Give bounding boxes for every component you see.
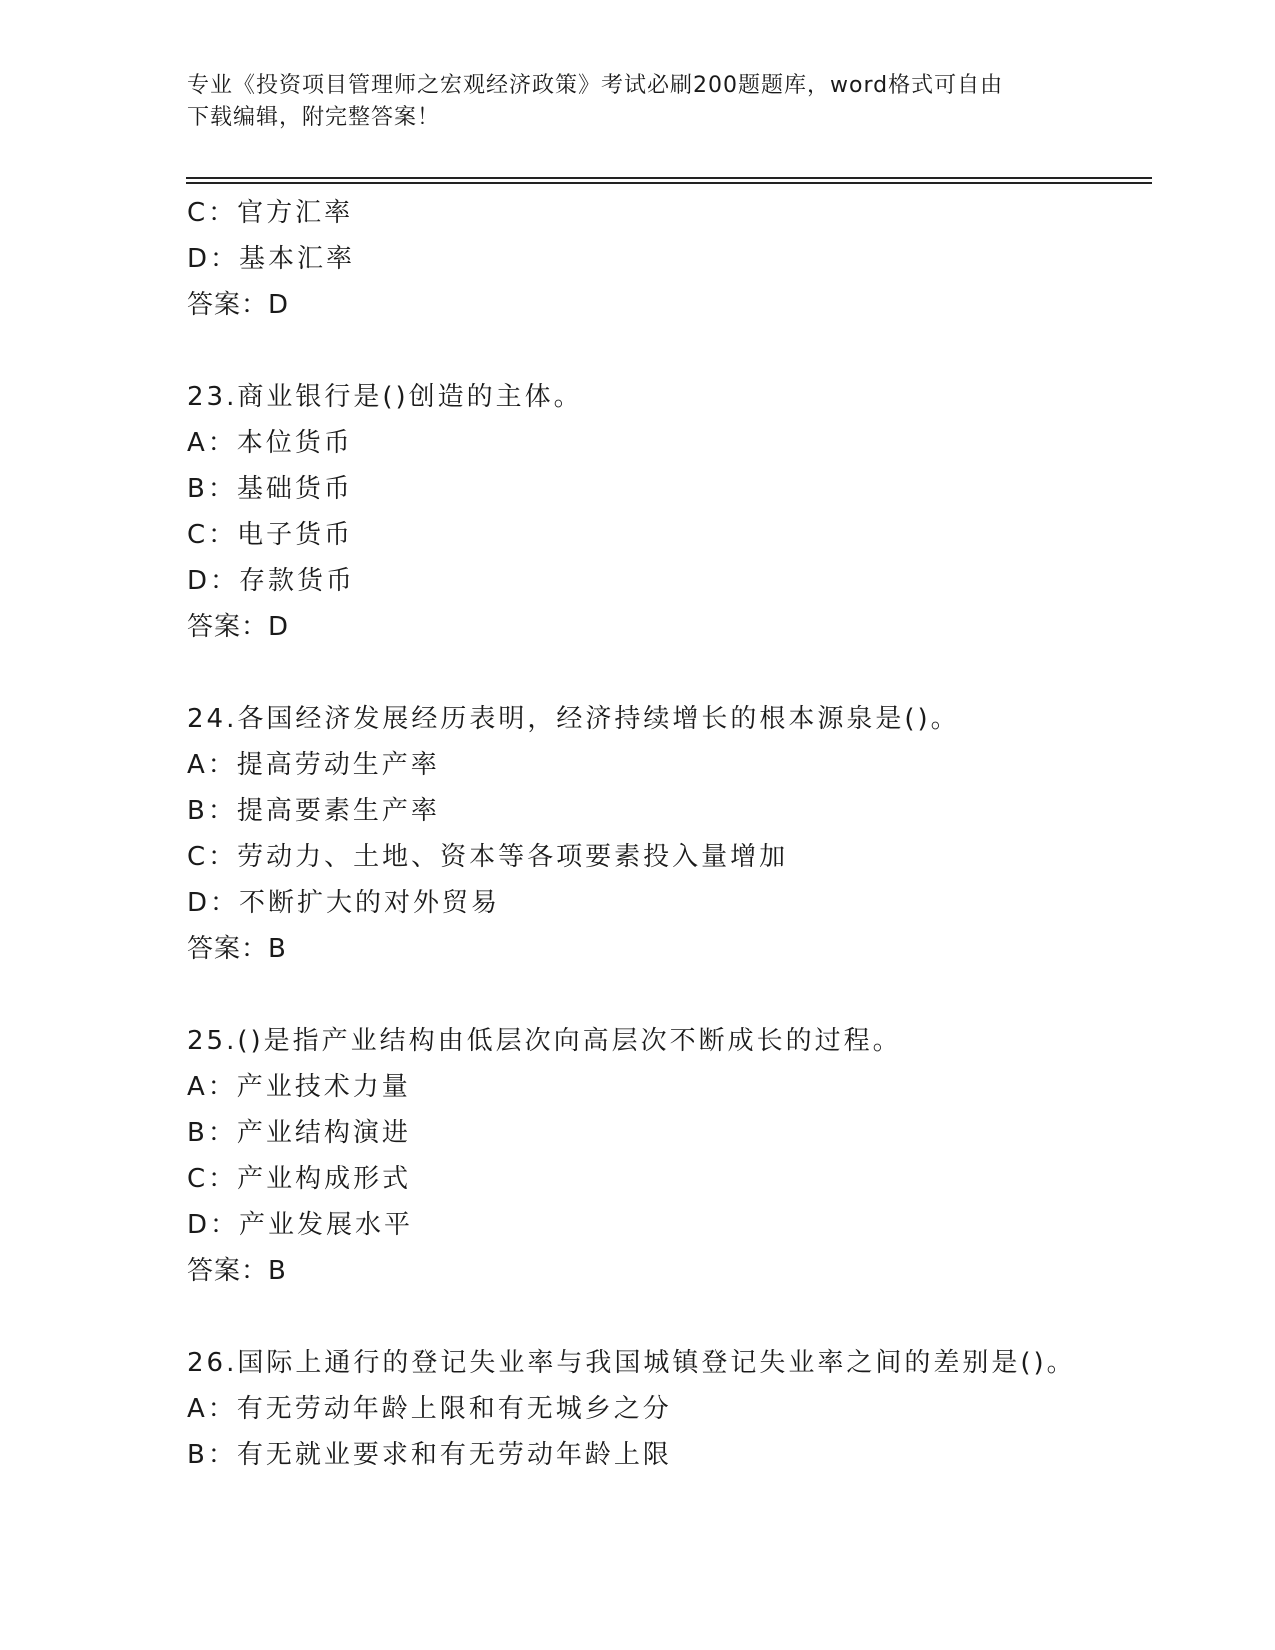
option-b: B：提高要素生产率 [187, 796, 440, 826]
question-list [187, 190, 1187, 1478]
header-divider-bottom [186, 182, 1152, 184]
question-22-tail [187, 190, 1187, 328]
option-a: A：本位货币 [187, 428, 353, 458]
option-d: D：基本汇率 [187, 244, 356, 274]
spacer [187, 650, 1187, 696]
question-text: 26.国际上通行的登记失业率与我国城镇登记失业率之间的差别是()。 [187, 1348, 1076, 1378]
option-c: C：劳动力、土地、资本等各项要素投入量增加 [187, 842, 789, 872]
option-d: D：存款货币 [187, 566, 356, 596]
question-26 [187, 1340, 1187, 1478]
option-a: A：产业技术力量 [187, 1072, 411, 1102]
question-25 [187, 1018, 1187, 1294]
option-b: B：有无就业要求和有无劳动年龄上限 [187, 1440, 672, 1470]
answer: 答案：D [187, 612, 290, 642]
question-24 [187, 696, 1187, 972]
spacer [187, 328, 1187, 374]
option-d: D：不断扩大的对外贸易 [187, 888, 501, 918]
question-text: 25.()是指产业结构由低层次向高层次不断成长的过程。 [187, 1026, 902, 1056]
header-line-1: 专业《投资项目管理师之宏观经济政策》考试必刷200题题库，word格式可自由 [187, 73, 1004, 98]
document-header [187, 70, 1087, 134]
spacer [187, 1294, 1187, 1340]
option-b: B：基础货币 [187, 474, 353, 504]
option-c: C：官方汇率 [187, 198, 354, 228]
answer: 答案：B [187, 1256, 287, 1286]
spacer [187, 972, 1187, 1018]
header-line-2: 下载编辑，附完整答案！ [187, 105, 441, 130]
question-text: 24.各国经济发展经历表明，经济持续增长的根本源泉是()。 [187, 704, 960, 734]
option-a: A：提高劳动生产率 [187, 750, 440, 780]
option-b: B：产业结构演进 [187, 1118, 411, 1148]
question-23 [187, 374, 1187, 650]
question-text: 23.商业银行是()创造的主体。 [187, 382, 583, 412]
option-d: D：产业发展水平 [187, 1210, 414, 1240]
option-c: C：产业构成形式 [187, 1164, 412, 1194]
option-c: C：电子货币 [187, 520, 354, 550]
answer: 答案：B [187, 934, 287, 964]
answer: 答案：D [187, 290, 290, 320]
option-a: A：有无劳动年龄上限和有无城乡之分 [187, 1394, 672, 1424]
header-divider-top [186, 177, 1152, 179]
